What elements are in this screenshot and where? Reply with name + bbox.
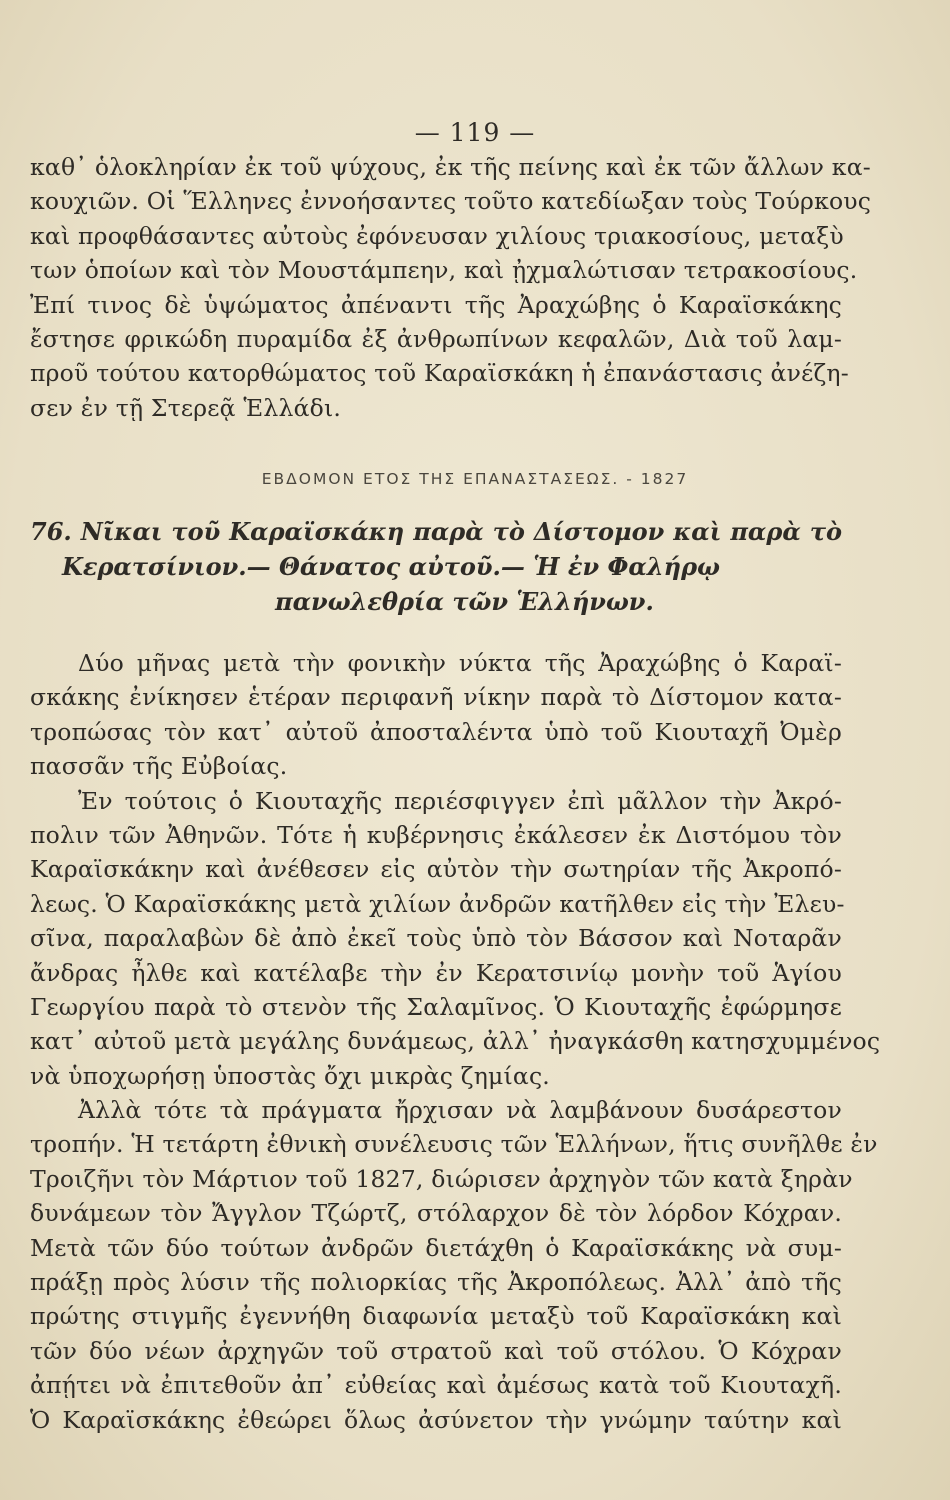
heading-line: 76. Νῖκαι τοῦ Καραϊσκάκη παρὰ τὸ Δίστομον καὶ παρὰ τὸ [30, 517, 842, 546]
text-line: προῦ τούτου κατορθώματος τοῦ Καραϊσκάκη ἡ ἐπανάστασις ἀνέζη- [30, 359, 849, 388]
text-line: καὶ προφθάσαντες αὐτοὺς ἐφόνευσαν χιλίους τριακοσίους, μεταξὺ [30, 221, 844, 250]
text-line: Δύο μῆνας μετὰ τὴν φονικὴν νύκτα τῆς Ἀραχώβης ὁ Καραϊ- [78, 649, 842, 677]
text-line: λεως. Ὁ Καραϊσκάκης μετὰ χιλίων ἀνδρῶν κατῆλθεν εἰς τὴν Ἐλευ- [30, 889, 845, 918]
text-line: Γεωργίου παρὰ τὸ στενὸν τῆς Σαλαμῖνος. Ὁ Κιουταχῆς ἐφώρμησε [30, 992, 842, 1021]
text-line: πασσᾶν τῆς Εὐβοίας. [30, 752, 288, 781]
text-line: νὰ ὑποχωρήσῃ ὑποστὰς ὄχι μικρὰς ζημίας. [30, 1061, 550, 1090]
text-line: Τροιζῆνι τὸν Μάρτιον τοῦ 1827, διώρισεν ἀρχηγὸν τῶν κατὰ ξηρὰν [30, 1164, 853, 1193]
text-line: ἔστησε φρικώδη πυραμίδα ἐξ ἀνθρωπίνων κεφαλῶν, Διὰ τοῦ λαμ- [30, 324, 842, 353]
text-line: καθ᾽ ὁλοκληρίαν ἐκ τοῦ ψύχους, ἐκ τῆς πείνης καὶ ἐκ τῶν ἄλλων κα- [30, 153, 871, 181]
heading-line: πανωλεθρία τῶν Ἑλλήνων. [275, 587, 654, 616]
page-number: — 119 — [414, 118, 536, 147]
section-title: ΕΒΔΟΜΟΝ ΕΤΟΣ ΤΗΣ ΕΠΑΝΑΣΤΑΣΕΩΣ. - 1827 [261, 470, 689, 488]
text-line: των ὁποίων καὶ τὸν Μουστάμπεην, καὶ ᾐχμαλώτισαν τετρακοσίους. [30, 256, 858, 285]
intro-paragraph [30, 150, 872, 425]
text-line: Ὁ Καραϊσκάκης ἐθεώρει ὅλως ἀσύνετον τὴν γνώμην ταύτην καὶ [30, 1405, 842, 1434]
chapter-heading [30, 514, 842, 619]
text-line: σῖνα, παραλαβὼν δὲ ἀπὸ ἐκεῖ τοὺς ὑπὸ τὸν Βάσσον καὶ Νοταρᾶν [30, 924, 842, 953]
text-line: τῶν δύο νέων ἀρχηγῶν τοῦ στρατοῦ καὶ τοῦ στόλου. Ὁ Κόχραν [30, 1336, 842, 1365]
text-line: ἄνδρας ἦλθε καὶ κατέλαβε τὴν ἐν Κερατσινίῳ μονὴν τοῦ Ἁγίου [30, 958, 842, 987]
text-line: δυνάμεων τὸν Ἄγγλον Τζώρτζ, στόλαρχον δὲ τὸν λόρδον Κόχραν. [30, 1199, 842, 1228]
text-line: κατ᾽ αὐτοῦ μετὰ μεγάλης δυνάμεως, ἀλλ᾽ ἠναγκάσθη κατησχυμμένος [30, 1027, 881, 1056]
text-line: πράξῃ πρὸς λύσιν τῆς πολιορκίας τῆς Ἀκροπόλεως. Ἀλλ᾽ ἀπὸ τῆς [30, 1268, 842, 1297]
text-line: τροπήν. Ἡ τετάρτη ἐθνικὴ συνέλευσις τῶν Ἑλλήνων, ἥτις συνῆλθε ἐν [30, 1130, 878, 1159]
heading-line: Κερατσίνιον.— Θάνατος αὐτοῦ.— Ἡ ἐν Φαλήρῳ [62, 552, 720, 581]
text-line: ἀπῄτει νὰ ἐπιτεθοῦν ἀπ᾽ εὐθείας καὶ ἀμέσως κατὰ τοῦ Κιουταχῆ. [30, 1371, 842, 1400]
text-line: Ἐν τούτοις ὁ Κιουταχῆς περιέσφιγγεν ἐπὶ μᾶλλον τὴν Ἀκρό- [78, 786, 842, 815]
text-line: Ἐπί τινος δὲ ὑψώματος ἀπέναντι τῆς Ἀραχώβης ὁ Καραϊσκάκης [30, 290, 842, 319]
text-line: τροπώσας τὸν κατ᾽ αὐτοῦ ἀποσταλέντα ὑπὸ τοῦ Κιουταχῆ Ὀμὲρ [30, 717, 842, 746]
text-line: πρώτης στιγμῆς ἐγεννήθη διαφωνία μεταξὺ τοῦ Καραϊσκάκη καὶ [30, 1302, 842, 1331]
text-line: κουχιῶν. Οἱ Ἕλληνες ἐννοήσαντες τοῦτο κατεδίωξαν τοὺς Τούρκους [30, 187, 872, 216]
body-text [30, 646, 881, 1437]
text-line: σκάκης ἐνίκησεν ἑτέραν περιφανῆ νίκην παρὰ τὸ Δίστομον κατα- [30, 683, 842, 712]
text-line: Μετὰ τῶν δύο τούτων ἀνδρῶν διετάχθη ὁ Καραϊσκάκης νὰ συμ- [30, 1233, 842, 1262]
text-line: Καραϊσκάκην καὶ ἀνέθεσεν εἰς αὐτὸν τὴν σωτηρίαν τῆς Ἀκροπό- [30, 855, 842, 884]
text-line: Ἀλλὰ τότε τὰ πράγματα ἤρχισαν νὰ λαμβάνουν δυσάρεστον [78, 1096, 842, 1125]
text-line: σεν ἐν τῇ Στερεᾷ Ἑλλάδι. [30, 393, 342, 422]
text-line: πολιν τῶν Ἀθηνῶν. Τότε ἡ κυβέρνησις ἐκάλεσεν ἐκ Διστόμου τὸν [30, 820, 842, 849]
